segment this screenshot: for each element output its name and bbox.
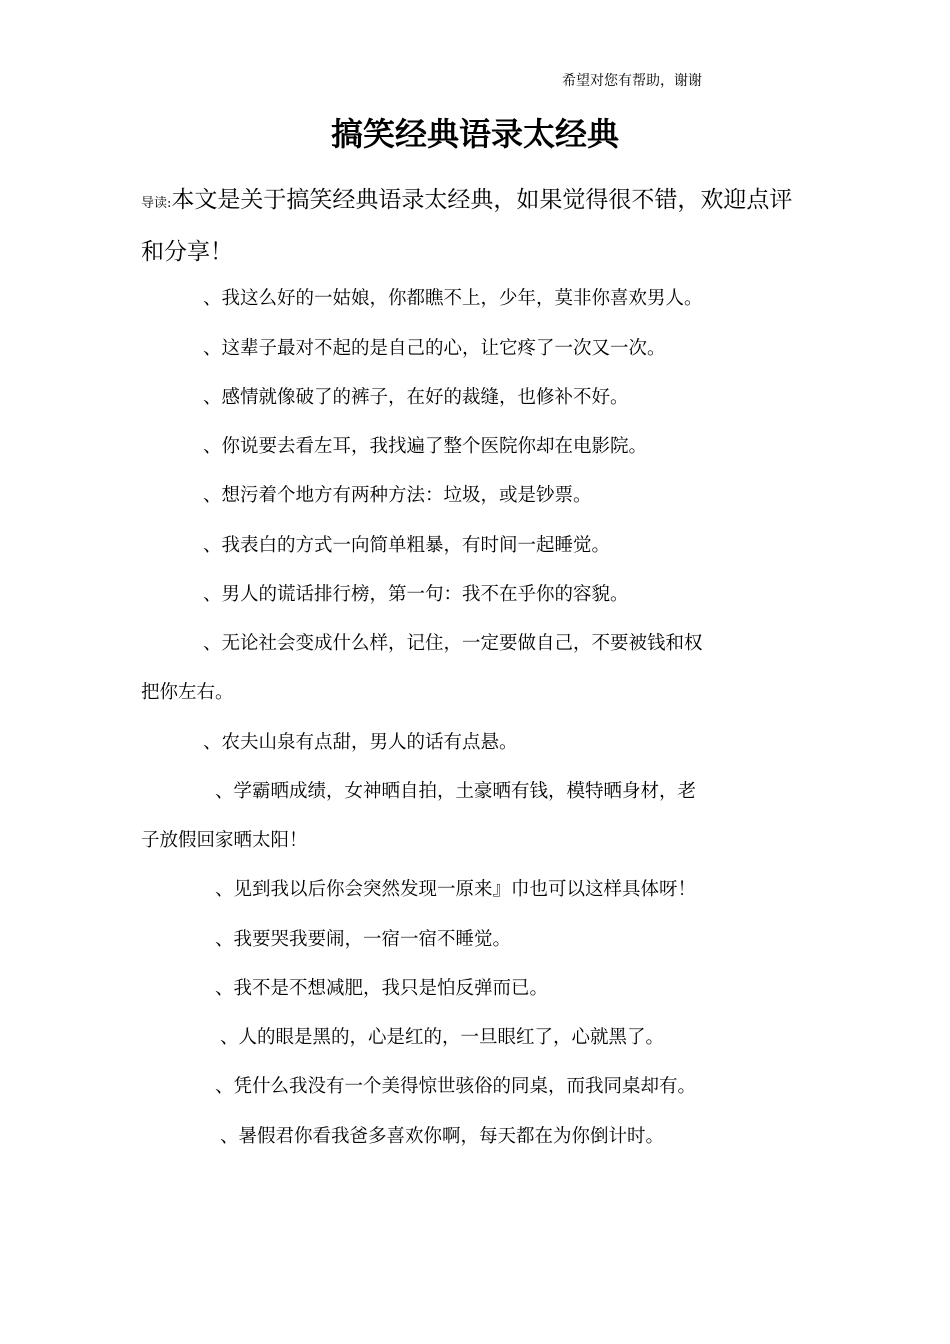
quote-line: 、我不是不想减肥，我只是怕反弹而已。 bbox=[215, 978, 549, 999]
quote-line: 、感情就像破了的裤子，在好的裁缝，也修补不好。 bbox=[203, 387, 629, 408]
quote-line: 、人的眼是黑的，心是红的，一旦眼红了，心就黑了。 bbox=[220, 1027, 665, 1048]
quote-line-continuation: 把你左右。 bbox=[141, 682, 234, 703]
quote-line: 、这辈子最对不起的是自己的心，让它疼了一次又一次。 bbox=[203, 338, 666, 359]
header-note: 希望对您有帮助，谢谢 bbox=[562, 73, 702, 89]
quote-line: 、我这么好的一姑娘，你都瞧不上，少年，莫非你喜欢男人。 bbox=[203, 288, 703, 309]
quote-line: 、暑假君你看我爸多喜欢你啊，每天都在为你倒计时。 bbox=[220, 1126, 665, 1147]
intro-label: 导读: bbox=[141, 196, 172, 211]
quote-line: 、学霸晒成绩，女神晒自拍，土豪晒有钱，模特晒身材，老 bbox=[215, 781, 697, 802]
intro-text: 本文是关于搞笑经典语录太经典，如果觉得很不错，欢迎点评和分享！ bbox=[141, 187, 793, 265]
quote-line: 、男人的谎话排行榜，第一句：我不在乎你的容貌。 bbox=[203, 584, 629, 605]
quote-line: 、我要哭我要闹，一宿一宿不睡觉。 bbox=[215, 929, 512, 950]
quote-line: 、我表白的方式一向简单粗暴，有时间一起睡觉。 bbox=[203, 535, 611, 556]
quote-line: 、农夫山泉有点甜，男人的话有点悬。 bbox=[203, 732, 518, 753]
quote-line: 、你说要去看左耳，我找遍了整个医院你却在电影院。 bbox=[203, 436, 648, 457]
quote-line: 、想污着个地方有两种方法：垃圾，或是钞票。 bbox=[203, 485, 592, 506]
quote-line-continuation: 子放假回家晒太阳！ bbox=[141, 830, 308, 851]
quote-line: 、无论社会变成什么样，记住，一定要做自己，不要被钱和权 bbox=[203, 633, 703, 654]
document-title: 搞笑经典语录太经典 bbox=[330, 115, 619, 153]
quote-line: 、凭什么我没有一个美得惊世骇俗的同桌，而我同桌却有。 bbox=[215, 1076, 697, 1097]
intro-paragraph bbox=[141, 176, 811, 276]
quote-line: 、见到我以后你会突然发现一原来』巾也可以这样具体呀！ bbox=[215, 879, 697, 900]
